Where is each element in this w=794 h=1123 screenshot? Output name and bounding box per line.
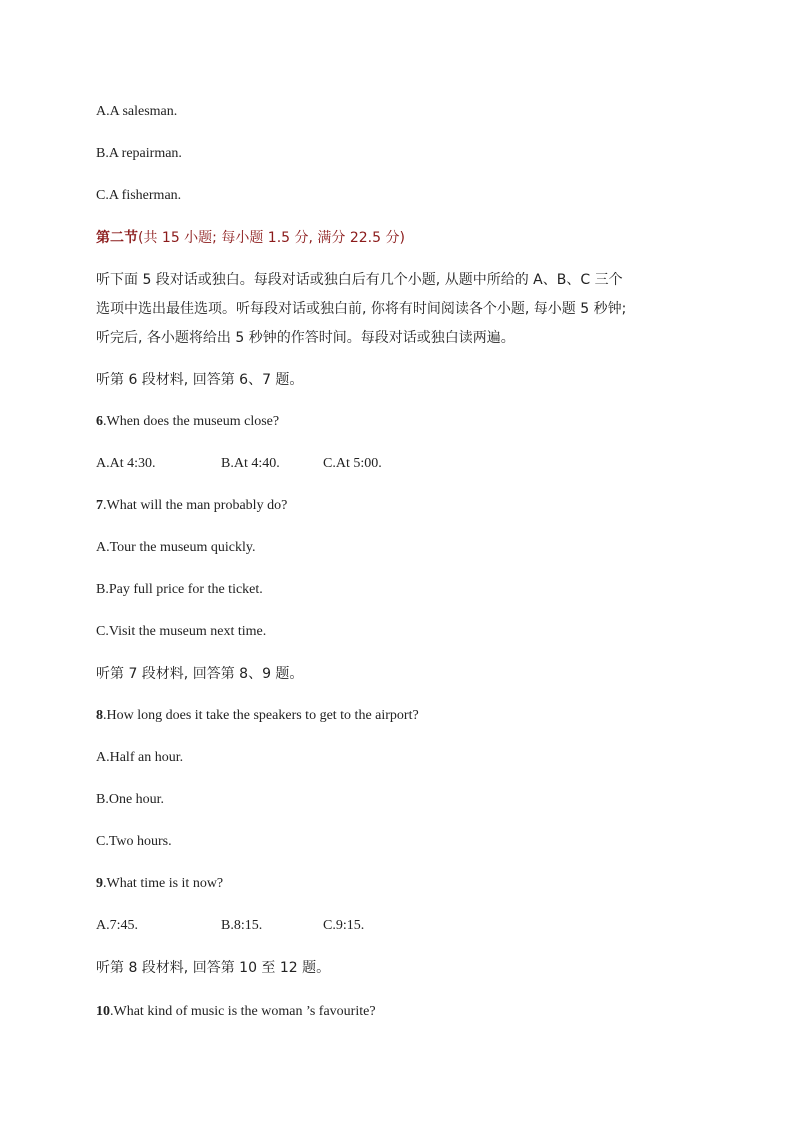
question-text: .What kind of music is the woman ’s favourite? <box>110 1004 376 1019</box>
passage-8-header: 听第 8 段材料, 回答第 10 至 12 题。 <box>96 960 331 976</box>
option-q6-b: B.At 4:40. <box>221 456 280 471</box>
option-q8-c: C.Two hours. <box>96 834 172 849</box>
option-q6-a: A.At 4:30. <box>96 456 156 471</box>
option-q7-b: B.Pay full price for the ticket. <box>96 582 263 597</box>
instructions-line-2: 选项中选出最佳选项。听每段对话或独白前, 你将有时间阅读各个小题, 每小题 5 秒钟; <box>96 301 627 317</box>
question-text: .How long does it take the speakers to get to the airport? <box>103 708 419 723</box>
question-number: 9 <box>96 876 103 891</box>
question-text: .What time is it now? <box>103 876 224 891</box>
question-text: .When does the museum close? <box>103 414 280 429</box>
passage-7-header: 听第 7 段材料, 回答第 8、9 题。 <box>96 666 304 682</box>
section-note: (共 15 小题; 每小题 1.5 分, 满分 22.5 分) <box>138 230 405 246</box>
option-q7-c: C.Visit the museum next time. <box>96 624 267 639</box>
instructions-line-1: 听下面 5 段对话或独白。每段对话或独白后有几个小题, 从题中所给的 A、B、C 三个 <box>96 272 623 288</box>
question-number: 8 <box>96 708 103 723</box>
option-q7-a: A.Tour the museum quickly. <box>96 540 256 555</box>
option-q6-c: C.At 5:00. <box>323 456 382 471</box>
question-6-options <box>96 455 382 473</box>
option-q5-c: C.A fisherman. <box>96 188 182 203</box>
passage-6-header: 听第 6 段材料, 回答第 6、7 题。 <box>96 372 304 388</box>
question-10 <box>96 1003 376 1021</box>
option-q8-a: A.Half an hour. <box>96 750 184 765</box>
option-q5-b: B.A repairman. <box>96 146 182 161</box>
section-title: 第二节 <box>96 230 138 246</box>
question-6 <box>96 413 279 431</box>
option-q9-b: B.8:15. <box>221 918 263 933</box>
question-8 <box>96 707 419 725</box>
option-q8-b: B.One hour. <box>96 792 165 807</box>
question-9-options <box>96 917 364 935</box>
question-9 <box>96 875 223 893</box>
question-text: .What will the man probably do? <box>103 498 288 513</box>
option-q9-a: A.7:45. <box>96 918 138 933</box>
section-heading <box>96 229 405 247</box>
question-number: 6 <box>96 414 103 429</box>
question-number: 10 <box>96 1004 110 1019</box>
question-7 <box>96 497 287 515</box>
option-q5-a: A.A salesman. <box>96 104 178 119</box>
option-q9-c: C.9:15. <box>323 918 365 933</box>
instructions-line-3: 听完后, 各小题将给出 5 秒钟的作答时间。每段对话或独白读两遍。 <box>96 330 515 346</box>
question-number: 7 <box>96 498 103 513</box>
